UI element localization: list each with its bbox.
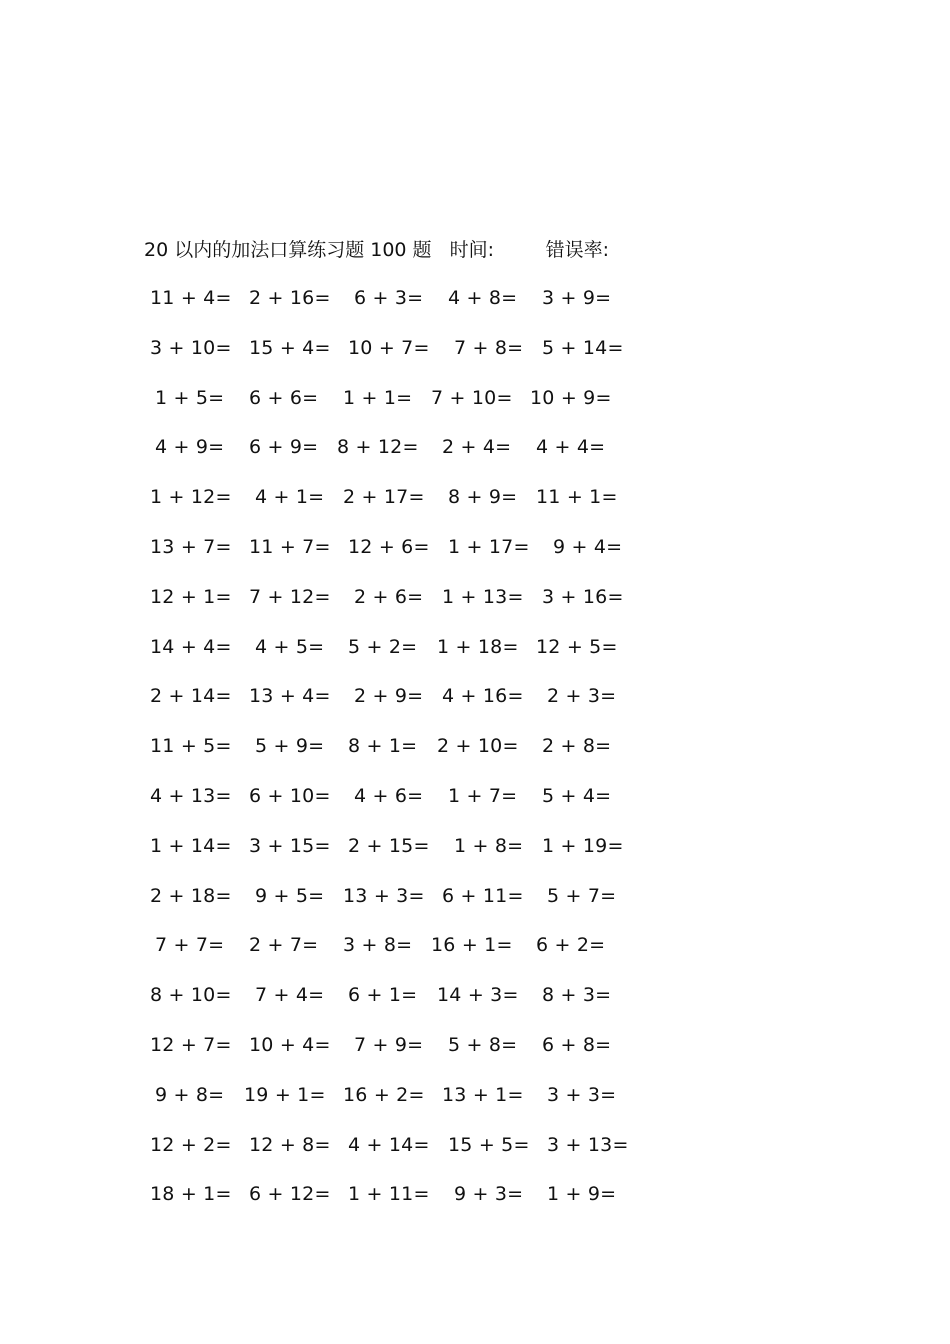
addition-problem: 3 + 9= [542,287,612,309]
addition-problem: 7 + 12= [249,585,331,608]
addition-problem: 8 + 12= [337,436,419,459]
addition-problem: 1 + 7= [448,785,518,807]
addition-problem: 13 + 4= [249,685,331,708]
addition-problem: 16 + 2= [343,1083,425,1106]
addition-problem: 9 + 4= [553,536,623,558]
addition-problem: 7 + 7= [155,934,225,957]
addition-problem: 9 + 3= [454,1183,524,1206]
addition-problem: 7 + 9= [354,1034,424,1056]
addition-problem: 6 + 9= [249,436,319,459]
addition-problem: 12 + 5= [536,635,618,658]
addition-problem: 3 + 10= [150,336,232,359]
addition-problem: 6 + 3= [354,287,424,309]
addition-problem: 1 + 8= [454,834,524,857]
addition-problem: 12 + 2= [150,1133,232,1156]
addition-problem: 1 + 17= [448,536,530,558]
addition-problem: 8 + 9= [448,486,518,509]
addition-problem: 1 + 5= [155,386,225,409]
addition-problem: 2 + 16= [249,287,331,309]
addition-problem: 14 + 3= [437,984,519,1007]
addition-problem: 10 + 9= [530,386,612,409]
addition-problem: 3 + 16= [542,585,624,608]
addition-problem: 5 + 8= [448,1034,518,1056]
addition-problem: 15 + 5= [448,1133,530,1156]
addition-problem: 2 + 9= [354,685,424,708]
addition-problem: 1 + 11= [348,1183,430,1206]
addition-problem: 2 + 17= [343,486,425,509]
addition-problem: 4 + 16= [442,685,524,708]
addition-problem: 1 + 13= [442,585,524,608]
addition-problem: 1 + 14= [150,834,232,857]
addition-problem: 3 + 3= [547,1083,617,1106]
addition-problem: 3 + 13= [547,1133,629,1156]
addition-problem: 6 + 6= [249,386,319,409]
addition-problem: 1 + 12= [150,486,232,509]
addition-problem: 16 + 1= [431,934,513,957]
addition-problem: 1 + 1= [343,386,413,409]
addition-problem: 8 + 1= [348,735,418,758]
addition-problem: 6 + 11= [442,884,524,907]
addition-problem: 7 + 4= [255,984,325,1007]
addition-problem: 5 + 9= [255,735,325,758]
addition-problem: 6 + 12= [249,1183,331,1206]
addition-problem: 2 + 8= [542,735,612,758]
addition-problem: 11 + 4= [150,287,232,309]
addition-problem: 13 + 7= [150,536,232,558]
addition-problem: 8 + 10= [150,984,232,1007]
addition-problem: 4 + 1= [255,486,325,509]
addition-problem: 12 + 7= [150,1034,232,1056]
addition-problem: 2 + 6= [354,585,424,608]
addition-problem: 18 + 1= [150,1183,232,1206]
addition-problem: 5 + 2= [348,635,418,658]
addition-problem: 11 + 1= [536,486,618,509]
addition-problem: 4 + 14= [348,1133,430,1156]
addition-problem: 6 + 1= [348,984,418,1007]
error-rate-label: 错误率: [545,239,610,261]
addition-problem: 10 + 4= [249,1034,331,1056]
worksheet-title: 20 以内的加法口算练习题 100 题 [144,239,432,261]
addition-problem: 2 + 18= [150,884,232,907]
addition-problem: 1 + 19= [542,834,624,857]
addition-problem: 12 + 1= [150,585,232,608]
addition-problem: 4 + 9= [155,436,225,459]
addition-problem: 10 + 7= [348,336,430,359]
addition-problem: 4 + 8= [448,287,518,309]
addition-problem: 2 + 10= [437,735,519,758]
addition-problem: 6 + 2= [536,934,606,957]
addition-problem: 11 + 7= [249,536,331,558]
addition-problem: 2 + 14= [150,685,232,708]
addition-problem: 9 + 8= [155,1083,225,1106]
addition-problem: 4 + 4= [536,436,606,459]
addition-problem: 2 + 3= [547,685,617,708]
addition-problem: 6 + 8= [542,1034,612,1056]
addition-problem: 3 + 15= [249,834,331,857]
addition-problem: 15 + 4= [249,336,331,359]
addition-problem: 7 + 10= [431,386,513,409]
addition-problem: 14 + 4= [150,635,232,658]
addition-problem: 6 + 10= [249,785,331,807]
addition-problem: 4 + 13= [150,785,232,807]
addition-problem: 1 + 9= [547,1183,617,1206]
addition-problem: 12 + 6= [348,536,430,558]
time-label: 时间: [449,239,495,261]
addition-problem: 7 + 8= [454,336,524,359]
addition-problem: 8 + 3= [542,984,612,1007]
addition-problem: 12 + 8= [249,1133,331,1156]
addition-problem: 2 + 15= [348,834,430,857]
addition-problem: 2 + 4= [442,436,512,459]
addition-problem: 13 + 1= [442,1083,524,1106]
addition-problem: 5 + 14= [542,336,624,359]
addition-problem: 3 + 8= [343,934,413,957]
addition-problem: 4 + 5= [255,635,325,658]
addition-problem: 19 + 1= [244,1083,326,1106]
addition-problem: 13 + 3= [343,884,425,907]
addition-problem: 5 + 7= [547,884,617,907]
addition-problem: 4 + 6= [354,785,424,807]
addition-problem: 9 + 5= [255,884,325,907]
addition-problem: 2 + 7= [249,934,319,957]
addition-problem: 11 + 5= [150,735,232,758]
addition-problem: 5 + 4= [542,785,612,807]
addition-problem: 1 + 18= [437,635,519,658]
